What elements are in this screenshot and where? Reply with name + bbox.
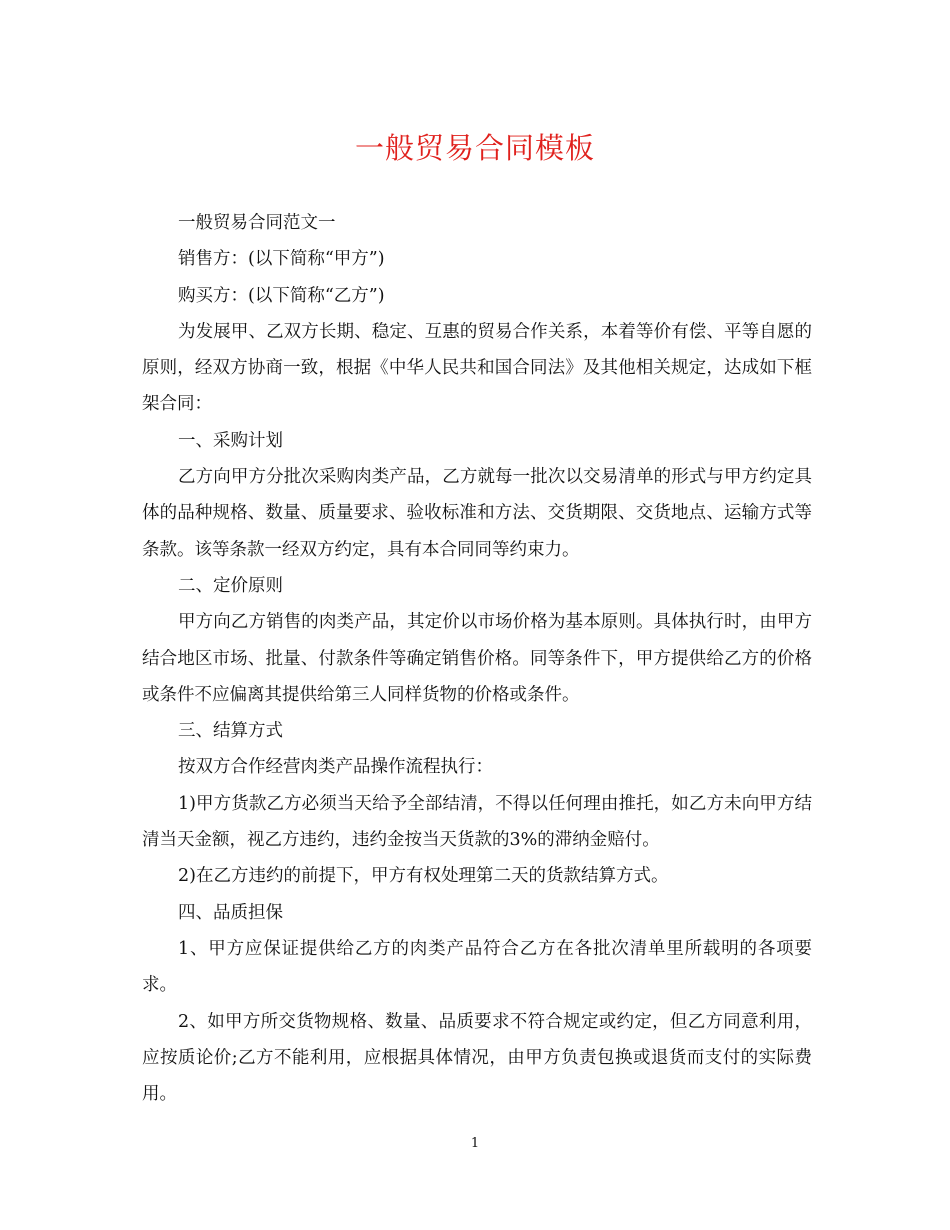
paragraph: 销售方：(以下简称“甲方”) — [178, 249, 385, 270]
document-title: 一般贸易合同模板 — [354, 131, 595, 165]
section-heading: 二、定价原则 — [178, 575, 283, 596]
section-heading: 四、品质担保 — [178, 902, 283, 923]
paragraph: 为发展甲、乙双方长期、稳定、互惠的贸易合作关系，本着等价有偿、平等自愿的原则，经双方协商一致，根据《中华人民共和国合同法》及其他相关规定，达成如下框架合同： — [142, 321, 812, 415]
paragraph: 2)在乙方违约的前提下，甲方有权处理第二天的货款结算方式。 — [178, 866, 669, 887]
paragraph: 1、甲方应保证提供给乙方的肉类产品符合乙方在各批次清单里所载明的各项要求。 — [142, 938, 812, 996]
paragraph: 甲方向乙方销售的肉类产品，其定价以市场价格为基本原则。具体执行时，由甲方结合地区市场、批量、付款条件等确定销售价格。同等条件下，甲方提供给乙方的价格或条件不应偏离其提供给第三人同样货物的价格或条件。 — [142, 612, 812, 705]
document-body — [142, 205, 812, 1112]
paragraph: 1)甲方货款乙方必须当天给予全部结清，不得以任何理由推托，如乙方未向甲方结清当天金额，视乙方违约，违约金按当天货款的3%的滞纳金赔付。 — [142, 793, 812, 851]
section-heading: 一、采购计划 — [178, 430, 283, 451]
paragraph: 乙方向甲方分批次采购肉类产品，乙方就每一批次以交易清单的形式与甲方约定具体的品种规格、数量、质量要求、验收标准和方法、交货期限、交货地点、运输方式等条款。该等条款一经双方约定，具有本合同同等约束力。 — [142, 467, 812, 560]
page-number: 1 — [470, 1136, 480, 1151]
paragraph: 按双方合作经营肉类产品操作流程执行： — [178, 757, 493, 778]
paragraph: 购买方：(以下简称“乙方”) — [178, 285, 385, 306]
paragraph: 2、如甲方所交货物规格、数量、品质要求不符合规定或约定，但乙方同意利用，应按质论价;乙方不能利用，应根据具体情况，由甲方负责包换或退货而支付的实际费用。 — [142, 1011, 812, 1105]
section-heading: 三、结算方式 — [178, 721, 283, 742]
paragraph: 一般贸易合同范文一 — [178, 213, 336, 233]
